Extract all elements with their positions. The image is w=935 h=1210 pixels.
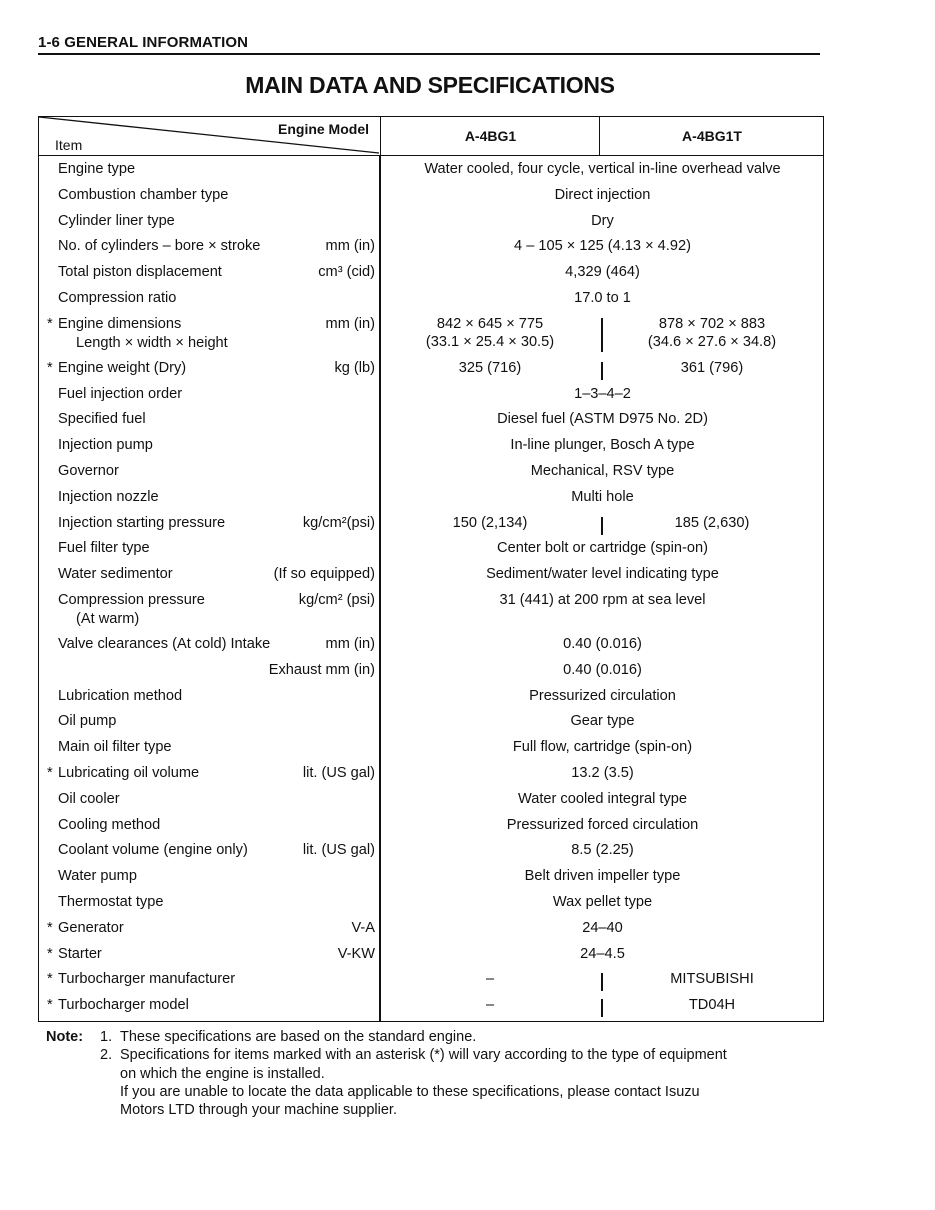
asterisk-mark: * <box>47 971 53 988</box>
spec-label: Injection starting pressure <box>58 514 226 531</box>
spec-unit: kg/cm²(psi) <box>302 514 375 531</box>
spec-value: Pressurized circulation <box>529 687 676 704</box>
spec-value: 4,329 (464) <box>565 264 640 281</box>
spec-value-a4bg1t: 361 (796) <box>680 359 744 376</box>
table-row <box>39 408 823 434</box>
value-split-divider <box>601 517 603 535</box>
table-row <box>39 710 823 736</box>
table-row <box>39 589 823 633</box>
spec-label: Water sedimentor <box>58 566 173 583</box>
note-number: 2. <box>100 1047 113 1064</box>
spec-unit: mm (in) <box>325 238 375 255</box>
note-text-line: Specifications for items marked with an asterisk (*) will vary according to the type of equipment <box>120 1047 727 1064</box>
spec-value: 8.5 (2.25) <box>571 842 634 859</box>
spec-label: Lubricating oil volume <box>58 764 200 781</box>
spec-label: Valve clearances (At cold) Intake <box>58 635 271 652</box>
asterisk-mark: * <box>47 997 53 1014</box>
spec-unit: mm (in) <box>325 315 375 332</box>
table-row <box>39 313 823 357</box>
table-row <box>39 287 823 313</box>
table-row <box>39 968 823 994</box>
table-row <box>39 891 823 917</box>
spec-unit: Exhaust mm (in) <box>268 661 375 678</box>
table-row <box>39 563 823 589</box>
spec-value: 17.0 to 1 <box>574 289 631 306</box>
spec-label: Engine dimensions <box>58 315 182 332</box>
asterisk-mark: * <box>47 315 53 332</box>
table-row <box>39 814 823 840</box>
spec-value-a4bg1: – <box>485 997 495 1014</box>
table-row <box>39 537 823 563</box>
value-split-divider <box>601 318 603 352</box>
table-row <box>39 434 823 460</box>
table-row <box>39 762 823 788</box>
note-text-line: If you are unable to locate the data applicable to these specifications, please contact Isuzu <box>120 1083 700 1100</box>
spec-value: In-line plunger, Bosch A type <box>510 437 695 454</box>
table-row <box>39 994 823 1020</box>
spec-value: 31 (441) at 200 rpm at sea level <box>499 591 706 608</box>
value-split-divider <box>601 362 603 380</box>
value-split-divider <box>601 973 603 991</box>
table-row <box>39 788 823 814</box>
spec-sublabel: Length × width × height <box>76 334 228 351</box>
spec-value-a4bg1: – <box>485 971 495 988</box>
table-row <box>39 633 823 659</box>
spec-label: Combustion chamber type <box>58 186 229 203</box>
spec-value-a4bg1: 150 (2,134) <box>452 514 528 531</box>
spec-label: Coolant volume (engine only) <box>58 842 248 859</box>
spec-value: 13.2 (3.5) <box>571 764 634 781</box>
value-split-divider <box>601 999 603 1017</box>
spec-value: Mechanical, RSV type <box>530 462 675 479</box>
spec-value-a4bg1t: 185 (2,630) <box>674 514 750 531</box>
specifications-table <box>38 116 824 1022</box>
spec-unit: kg (lb) <box>334 359 375 376</box>
spec-value: Water cooled, four cycle, vertical in-line overhead valve <box>424 161 781 177</box>
asterisk-mark: * <box>47 764 53 781</box>
spec-unit: cm³ (cid) <box>318 264 375 281</box>
page-title: MAIN DATA AND SPECIFICATIONS <box>245 72 615 98</box>
spec-value: Gear type <box>570 713 635 730</box>
spec-value: 0.40 (0.016) <box>563 635 642 652</box>
table-row <box>39 512 823 538</box>
spec-label: Total piston displacement <box>58 264 222 281</box>
spec-label: Turbocharger manufacturer <box>58 971 236 988</box>
spec-value: 1–3–4–2 <box>574 385 631 402</box>
spec-label: Thermostat type <box>58 893 164 910</box>
spec-unit: (If so equipped) <box>273 566 375 583</box>
page-section-header: 1-6 GENERAL INFORMATION <box>38 34 820 55</box>
spec-value: Belt driven impeller type <box>524 868 681 885</box>
spec-value: Full flow, cartridge (spin-on) <box>512 739 693 756</box>
table-row <box>39 685 823 711</box>
item-header: Item <box>55 137 83 153</box>
spec-label: Cylinder liner type <box>58 212 175 229</box>
table-row <box>39 917 823 943</box>
spec-value: Diesel fuel (ASTM D975 No. 2D) <box>497 411 708 428</box>
table-row <box>39 460 823 486</box>
spec-sublabel: (At warm) <box>76 610 140 627</box>
spec-unit: lit. (US gal) <box>302 842 375 859</box>
table-row <box>39 261 823 287</box>
table-row <box>39 235 823 261</box>
spec-label: Injection pump <box>58 437 153 454</box>
spec-label: Injection nozzle <box>58 488 159 505</box>
spec-value: Pressurized forced circulation <box>506 816 699 833</box>
table-row <box>39 357 823 383</box>
note-text-line: on which the engine is installed. <box>120 1065 325 1082</box>
asterisk-mark: * <box>47 919 53 936</box>
spec-value-a4bg1: 325 (716) <box>458 359 522 376</box>
spec-value: Wax pellet type <box>552 893 653 910</box>
spec-value-a4bg1t: TD04H <box>688 997 736 1014</box>
note-text-line: These specifications are based on the standard engine. <box>120 1029 477 1045</box>
note-number: 1. <box>100 1029 113 1045</box>
note-text-line: Motors LTD through your machine supplier. <box>120 1102 397 1119</box>
spec-label: Turbocharger model <box>58 997 189 1014</box>
spec-unit: V-KW <box>337 945 375 962</box>
spec-label: Starter <box>58 945 102 962</box>
spec-rows <box>39 158 823 1020</box>
notes-label: Note: <box>46 1029 84 1045</box>
spec-value: 24–4.5 <box>580 945 625 962</box>
spec-value-a4bg1t: MITSUBISHI <box>670 971 754 988</box>
spec-value: 24–40 <box>582 919 623 936</box>
spec-label: Cooling method <box>58 816 161 833</box>
spec-label: Oil pump <box>58 713 117 730</box>
spec-label: Fuel injection order <box>58 385 183 402</box>
table-row <box>39 184 823 210</box>
spec-value-a4bg1-line2: (33.1 × 25.4 × 30.5) <box>425 333 555 350</box>
spec-label: Specified fuel <box>58 411 146 428</box>
model-header-a4bg1t: A-4BG1T <box>599 117 824 155</box>
spec-unit: V-A <box>351 919 375 936</box>
item-header-cell <box>39 117 379 155</box>
table-header-row <box>39 117 823 156</box>
table-row <box>39 736 823 762</box>
table-row <box>39 383 823 409</box>
spec-label: Governor <box>58 462 119 479</box>
spec-value: Multi hole <box>571 488 634 505</box>
spec-label: No. of cylinders – bore × stroke <box>58 238 261 255</box>
spec-unit: lit. (US gal) <box>302 764 375 781</box>
spec-value: 4 – 105 × 125 (4.13 × 4.92) <box>514 238 691 255</box>
engine-model-header: Engine Model <box>278 121 369 137</box>
spec-label: Lubrication method <box>58 687 183 704</box>
spec-label: Fuel filter type <box>58 540 150 557</box>
spec-value: 0.40 (0.016) <box>563 661 642 678</box>
spec-label: Generator <box>58 919 124 936</box>
spec-unit: kg/cm² (psi) <box>298 591 375 608</box>
spec-value: Sediment/water level indicating type <box>486 566 719 583</box>
spec-label: Oil cooler <box>58 790 120 807</box>
spec-label: Compression ratio <box>58 289 177 306</box>
model-header-a4bg1: A-4BG1 <box>380 117 600 155</box>
spec-value: Direct injection <box>554 186 651 203</box>
spec-label: Water pump <box>58 868 137 885</box>
spec-label: Engine weight (Dry) <box>58 359 187 376</box>
spec-value-a4bg1t: 878 × 702 × 883 <box>658 315 766 332</box>
table-row <box>39 210 823 236</box>
table-row <box>39 943 823 969</box>
asterisk-mark: * <box>47 359 53 376</box>
table-row <box>39 486 823 512</box>
spec-label: Main oil filter type <box>58 739 172 756</box>
spec-unit: mm (in) <box>325 635 375 652</box>
spec-label: Compression pressure <box>58 591 205 608</box>
spec-value-a4bg1: 842 × 645 × 775 <box>436 315 544 332</box>
table-row <box>39 839 823 865</box>
spec-value: Center bolt or cartridge (spin-on) <box>497 540 708 557</box>
spec-label: Engine type <box>58 161 136 177</box>
table-row <box>39 865 823 891</box>
asterisk-mark: * <box>47 945 53 962</box>
spec-value: Water cooled integral type <box>518 790 687 807</box>
table-row <box>39 659 823 685</box>
spec-value: Dry <box>591 212 614 229</box>
table-row <box>39 158 823 184</box>
spec-value-a4bg1t-line2: (34.6 × 27.6 × 34.8) <box>647 333 777 350</box>
